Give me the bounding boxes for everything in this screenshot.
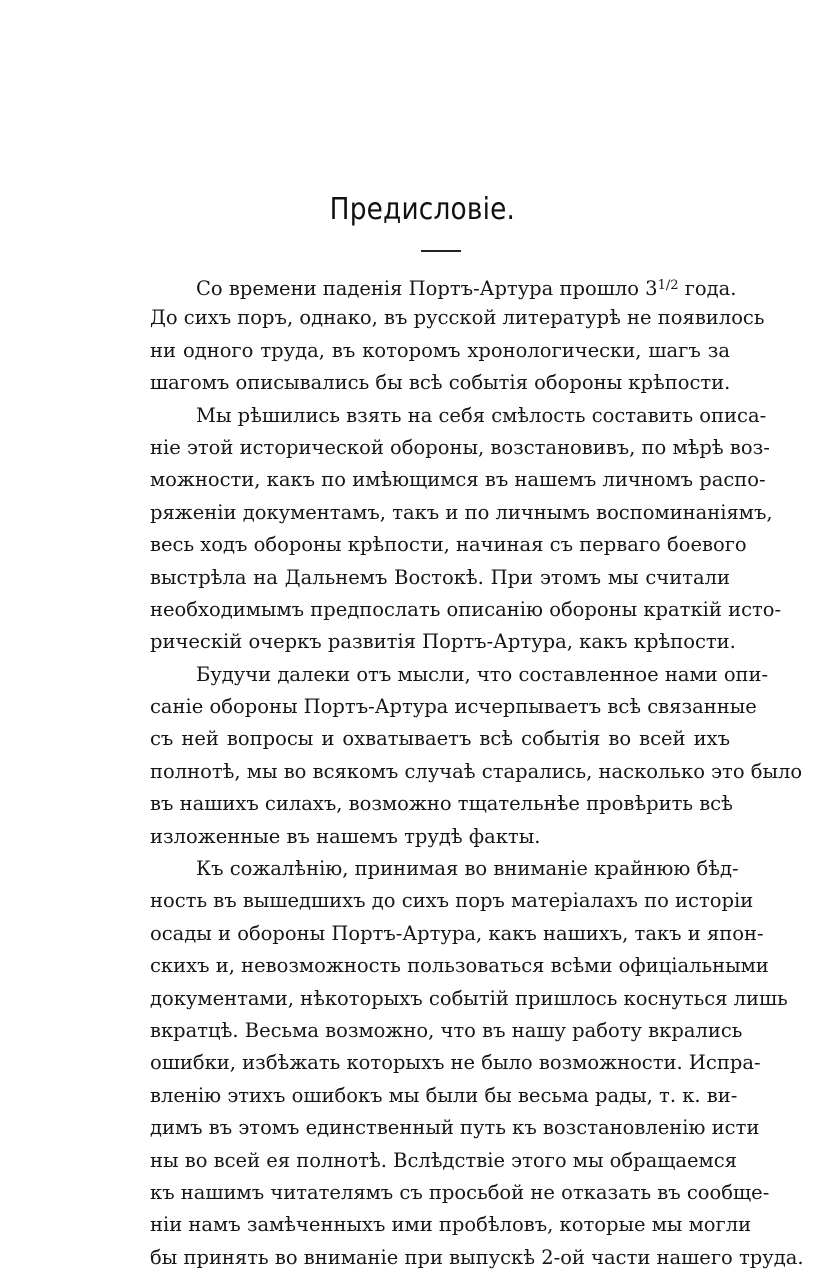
paragraph-4-line-1: Къ сожалѣнію, принимая во вниманіе крайнюю бѣд-	[196, 857, 739, 881]
paragraph-1-line-2: До сихъ поръ, однако, въ русской литературѣ не появилось	[150, 306, 765, 330]
paragraph-1-line-1: Со времени паденія Портъ-Артура прошло $3^{1/2}$ года.	[196, 277, 737, 300]
paragraph-4-line-3: осады и обороны Портъ-Артура, какъ нашихъ, такъ и япон-	[150, 921, 764, 945]
paragraph-4-line-12: ніи намъ замѣченныхъ ими пробѣловъ, которые мы могли	[150, 1213, 752, 1237]
paragraph-2-line-5: весь ходъ обороны крѣпости, начиная съ перваго боевого	[150, 533, 747, 557]
paragraph-2-line-6: выстрѣла на Дальнемъ Востокѣ. При этомъ мы считали	[150, 565, 730, 589]
paragraph-3-line-2: саніе обороны Портъ-Артура исчерпываетъ всѣ связанные	[150, 695, 757, 719]
title-divider	[421, 250, 461, 252]
paragraph-2-line-8: рическій очеркъ развитія Портъ-Артура, какъ крѣпости.	[150, 630, 736, 654]
page-title: Предисловіе.	[329, 192, 516, 227]
paragraph-4-line-2: ность въ вышедшихъ до сихъ поръ матеріалахъ по исторіи	[150, 889, 754, 913]
paragraph-4-line-4: скихъ и, невозможность пользоваться всѣми офиціальными	[150, 954, 769, 978]
paragraph-2-line-3: можности, какъ по имѣющимся въ нашемъ личномъ распо-	[150, 468, 766, 492]
paragraph-4-line-5: документами, нѣкоторыхъ событій пришлось коснуться лишь	[150, 986, 788, 1010]
paragraph-3-line-6: изложенные въ нашемъ трудѣ факты.	[150, 824, 541, 848]
paragraph-2-line-2: ніе этой исторической обороны, возстановивъ, по мѣрѣ воз-	[150, 435, 770, 459]
paragraph-3-line-5: въ нашихъ силахъ, возможно тщательнѣе провѣрить всѣ	[150, 792, 733, 816]
paragraph-2-line-7: необходимымъ предпослать описанію обороны краткій исто-	[150, 597, 782, 621]
paragraph-3-line-4: полнотѣ, мы во всякомъ случаѣ старались, насколько это было	[150, 759, 803, 783]
paragraph-4-line-7: ошибки, избѣжать которыхъ не было возможности. Испра-	[150, 1051, 761, 1075]
paragraph-1-line-4: шагомъ описывались бы всѣ событія обороны крѣпости.	[150, 371, 731, 395]
paragraph-4-line-8: вленію этихъ ошибокъ мы были бы весьма рады, т. к. ви-	[150, 1083, 738, 1107]
paragraph-4-line-11: къ нашимъ читателямъ съ просьбой не отказать въ сообще-	[150, 1180, 770, 1204]
paragraph-2-line-4: ряженіи документамъ, такъ и по личнымъ воспоминаніямъ,	[150, 500, 773, 524]
paragraph-4-line-13: бы принять во вниманіе при выпускѣ 2-ой части нашего труда.	[150, 1245, 804, 1269]
preface-body	[150, 270, 804, 1274]
paragraph-4-line-9: димъ въ этомъ единственный путь къ возстановленію исти	[150, 1116, 760, 1140]
paragraph-1-line-3: ни одного труда, въ которомъ хронологически, шагъ за	[150, 338, 730, 362]
paragraph-4-line-10: ны во всей ея полнотѣ. Вслѣдствіе этого мы обращаемся	[150, 1148, 737, 1172]
paragraph-2-line-1: Мы рѣшились взять на себя смѣлость составить описа-	[196, 403, 767, 427]
paragraph-3-line-1: Будучи далеки отъ мысли, что составленное нами опи-	[196, 662, 769, 686]
fraction-superscript: 1/2	[657, 278, 679, 293]
paragraph-4-line-6: вкратцѣ. Весьма возможно, что въ нашу работу вкрались	[150, 1018, 743, 1042]
paragraph-3-line-3: съ ней вопросы и охватываетъ всѣ событія во всей ихъ	[150, 727, 730, 751]
